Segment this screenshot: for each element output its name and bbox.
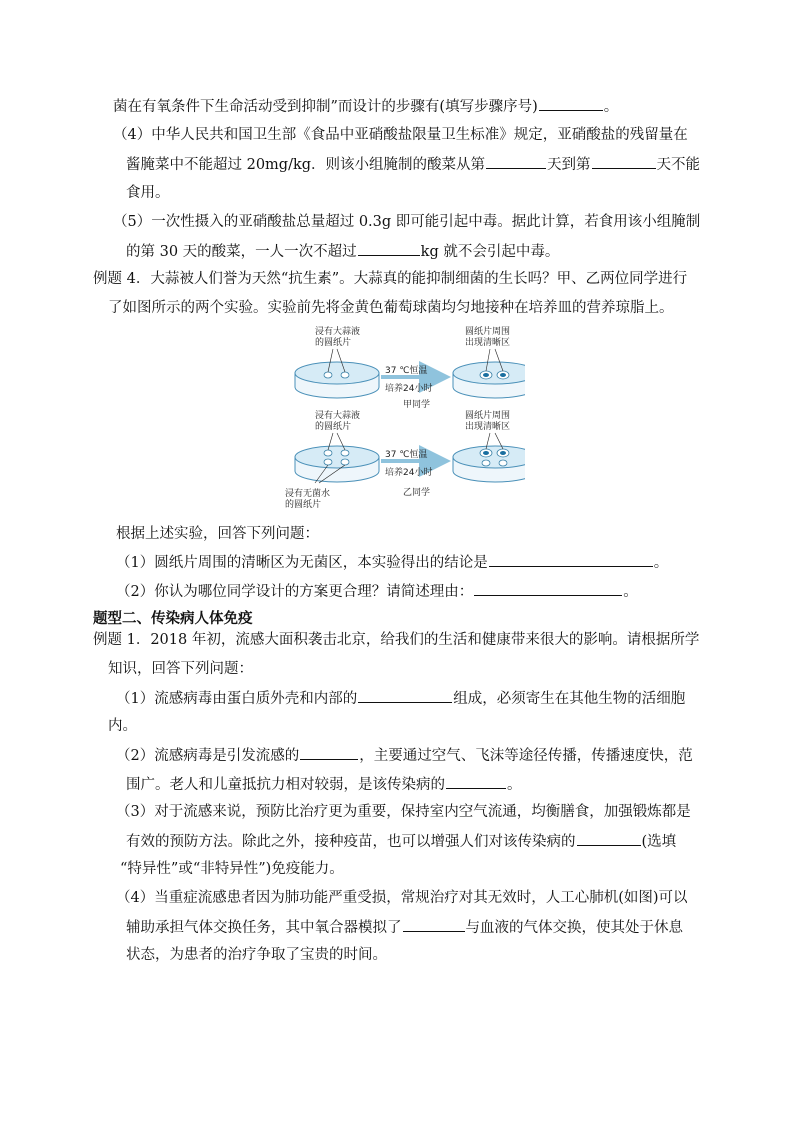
dish-bottom-left <box>295 433 379 483</box>
answer-blank[interactable] <box>358 688 452 703</box>
line-b4c: 状态，为患者的治疗争取了宝贵的时间。 <box>126 947 387 963</box>
text: 的第 30 天的酸菜，一人一次不超过 <box>126 244 357 260</box>
line-b1a <box>116 688 685 709</box>
label-garlic-disk-bottom: 浸有大蒜液 <box>315 411 361 421</box>
arrow2-top-label: 37 ℃恒温 <box>385 450 428 460</box>
student-a-label: 甲同学 <box>403 400 431 410</box>
line-example4a: 例题 4．大蒜被人们誉为天然“抗生素”。大蒜真的能抑制细菌的生长吗？甲、乙两位同学进行 <box>93 271 688 287</box>
line-b4b <box>126 917 683 938</box>
line-q4a: （4）中华人民共和国卫生部《食品中亚硝酸盐限量卫生标准》规定，亚硝酸盐的残留量在 <box>113 127 688 143</box>
line-ask: 根据上述实验，回答下列问题： <box>116 526 319 542</box>
answer-blank[interactable] <box>403 917 465 932</box>
dish-bottom-right <box>453 433 525 482</box>
line-b3a: （3）对于流感来说，预防比治疗更为重要，保持室内空气流通，均衡膳食，加强锻炼都是 <box>116 804 691 820</box>
student-b-label: 乙同学 <box>403 488 431 498</box>
text: 。 <box>623 584 638 600</box>
text: 围广。老人和儿童抵抗力相对较弱，是该传染病的 <box>126 777 445 793</box>
answer-blank[interactable] <box>592 154 656 169</box>
text: 与血液的气体交换，使其处于休息 <box>465 920 683 936</box>
line-b1b: 内。 <box>108 718 137 734</box>
answer-blank[interactable] <box>489 552 653 567</box>
label-clear-zone-bottom-2: 出现清晰区 <box>465 422 511 432</box>
label-garlic-disk-top-2: 的圆纸片 <box>315 338 352 348</box>
text: （2）你认为哪位同学设计的方案更合理？请简述理由： <box>116 584 474 600</box>
section-heading: 题型二、传染病人体免疫 <box>93 611 253 627</box>
answer-blank[interactable] <box>300 745 358 760</box>
line-q4c: 食用。 <box>126 185 170 201</box>
line-b2b <box>126 774 522 795</box>
line-a1 <box>116 552 668 573</box>
experiment-figure <box>285 325 525 515</box>
answer-blank[interactable] <box>474 581 622 596</box>
text: 天不能 <box>656 157 701 173</box>
text: 有效的预防方法。除此之外，接种疫苗，也可以增强人们对该传染病的 <box>126 834 576 850</box>
answer-blank[interactable] <box>577 831 641 846</box>
text: 酱腌菜中不能超过 20mg/kg．则该小组腌制的酸菜从第 <box>126 157 486 173</box>
label-clear-zone-bottom: 圆纸片周围 <box>465 411 511 421</box>
text: （2）流感病毒是引发流感的 <box>116 748 300 764</box>
line-e1a: 例题 1．2018 年初，流感大面积袭击北京，给我们的生活和健康带来很大的影响。请根据所学 <box>93 632 700 648</box>
text: ，主要通过空气、飞沫等途径传播，传播速度快，范 <box>359 748 693 764</box>
text: 组成，必须寄生在其他生物的活细胞 <box>453 691 686 707</box>
text: （1）圆纸片周围的清晰区为无菌区，本实验得出的结论是 <box>116 555 488 571</box>
dish-top-right <box>453 349 525 398</box>
label-garlic-disk-top: 浸有大蒜液 <box>315 327 361 337</box>
label-clear-zone-top: 圆纸片周围 <box>465 327 511 337</box>
line-b3b <box>126 831 676 852</box>
answer-blank[interactable] <box>539 96 603 111</box>
answer-blank[interactable] <box>486 154 546 169</box>
line-q5a: （5）一次性摄入的亚硝酸盐总量超过 0.3g 即可能引起中毒。据此计算，若食用该小组腌制 <box>113 214 701 230</box>
line-q5b <box>126 241 559 262</box>
label-water-disk: 浸有无菌水 <box>285 489 331 499</box>
text: （1）流感病毒由蛋白质外壳和内部的 <box>116 691 358 707</box>
arrow-bottom-label: 培养24小时 <box>385 384 433 394</box>
line-b4a: （4）当重症流感患者因为肺功能严重受损，常规治疗对其无效时，人工心肺机(如图)可以 <box>116 890 688 906</box>
line-b3c: “特异性”或“非特异性”)免疫能力。 <box>120 861 344 877</box>
text: 。 <box>653 555 669 571</box>
arrow-top-label: 37 ℃恒温 <box>385 366 428 376</box>
label-water-disk-2: 的圆纸片 <box>285 500 322 510</box>
line-example4b: 了如图所示的两个实验。实验前先将金黄色葡萄球菌均匀地接种在培养皿的营养琼脂上。 <box>108 300 674 316</box>
text: 。 <box>603 99 619 115</box>
text: 。 <box>507 777 522 793</box>
answer-blank[interactable] <box>358 241 420 256</box>
arrow2-bottom-label: 培养24小时 <box>385 468 433 478</box>
text: kg 就不会引起中毒。 <box>420 244 560 260</box>
label-garlic-disk-bottom-2: 的圆纸片 <box>315 422 352 432</box>
text: 天到第 <box>547 157 591 173</box>
line-q3-tail <box>113 96 618 117</box>
line-q4b <box>126 154 700 175</box>
text: 辅助承担气体交换任务，其中氧合器模拟了 <box>126 920 402 936</box>
line-e1b: 知识，回答下列问题： <box>108 661 253 677</box>
line-b2a <box>116 745 693 766</box>
dish-top-left <box>295 349 379 398</box>
text: 菌在有氧条件下生命活动受到抑制”而设计的步骤有(填写步骤序号) <box>113 99 538 115</box>
answer-blank[interactable] <box>446 774 506 789</box>
text: (选填 <box>641 834 677 850</box>
label-clear-zone-top-2: 出现清晰区 <box>465 338 511 348</box>
line-a2 <box>116 581 638 602</box>
